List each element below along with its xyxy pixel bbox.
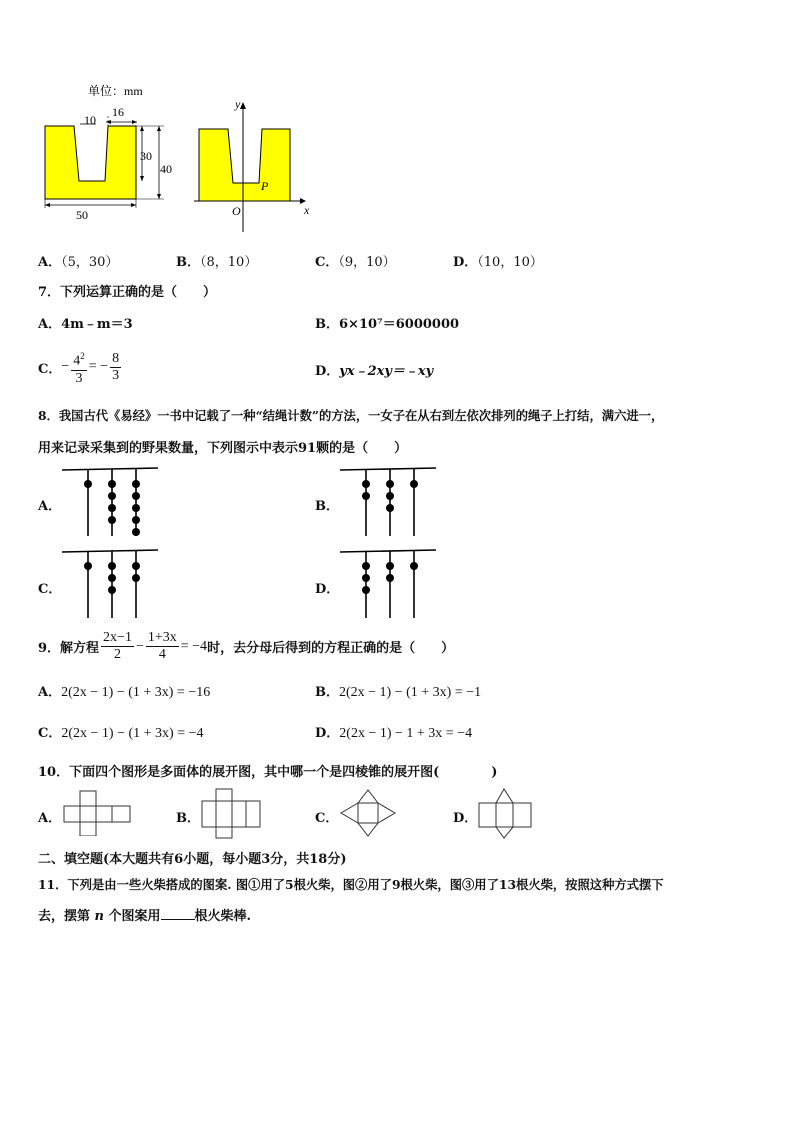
option-letter: D．: [315, 364, 340, 379]
q10-option-c-letter: C．: [315, 811, 339, 826]
denominator: 2: [114, 647, 121, 662]
option-text: 6×10⁷＝6000000: [339, 317, 460, 332]
stem-suffix: 时，去分母后得到的方程正确的是（ ）: [207, 641, 455, 656]
rope-knot: [386, 504, 394, 512]
q8-stem-line2: 用来记录采集到的野果数量，下列图示中表示91颗的是（ ）: [38, 441, 408, 456]
q11-line2: [38, 905, 251, 924]
q10-option-a-net: [62, 790, 134, 836]
q8-option-d-figure: [338, 546, 438, 626]
fraction-left: [71, 348, 87, 387]
option-text: 2(2x − 1) − (1 + 3x) = −1: [339, 685, 482, 700]
q11-line1: 11．下列是由一些火柴搭成的图案. 图①用了5根火柴，图②用了9根火柴，图③用了13根火柴，按照这种方式摆下: [38, 877, 664, 892]
rope-knot: [362, 480, 370, 488]
q9-option-d: [315, 722, 472, 742]
rope-knot: [410, 480, 418, 488]
minus-sign: −: [135, 638, 144, 654]
rope-knot: [108, 480, 116, 488]
rope-knot: [386, 574, 394, 582]
q6-option-a: [38, 251, 118, 270]
q6-figure: [36, 80, 326, 240]
q9-stem: [38, 630, 454, 663]
q8-option-b-letter: B．: [315, 499, 339, 514]
q7-option-d: [315, 360, 433, 379]
dim-outer-height: 40: [160, 162, 172, 176]
rope-top-bar: [340, 550, 436, 552]
rope-knot: [132, 504, 140, 512]
option-text: （9，10）: [338, 255, 396, 270]
answer-blank[interactable]: [161, 907, 195, 920]
q9-option-c: [38, 722, 204, 742]
rope-knot: [132, 574, 140, 582]
numerator: 1+3x: [147, 630, 177, 645]
q6-option-d: [453, 251, 543, 270]
right-shape: [199, 129, 290, 201]
option-letter: A．: [38, 685, 62, 700]
rope-top-bar: [340, 468, 436, 470]
line2-suffix: 根火柴棒.: [194, 909, 252, 924]
origin-label: O: [232, 204, 241, 218]
rope-knot: [108, 492, 116, 500]
q7-option-a: [38, 313, 133, 332]
option-letter: B．: [176, 255, 200, 270]
q10-option-b-net: [200, 787, 264, 839]
option-letter: D．: [315, 726, 340, 741]
option-letter: C．: [38, 361, 62, 377]
variable-n: n: [94, 909, 104, 924]
q7-stem: 7．下列运算正确的是（ ）: [38, 285, 217, 300]
rope-knot: [132, 480, 140, 488]
option-letter: B．: [315, 685, 339, 700]
fraction-2: [146, 630, 179, 663]
fraction-right: [110, 351, 121, 384]
q8-stem-line1: 8．我国古代《易经》一书中记载了一种“结绳计数”的方法，一女子在从右到左依次排列的绳子上打结，满六进一，: [38, 408, 664, 423]
q10-option-b-letter: B．: [176, 811, 200, 826]
rope-knot: [362, 492, 370, 500]
rope-knot: [84, 480, 92, 488]
stem-prefix: 9．解方程: [38, 641, 100, 656]
rope-knot: [132, 562, 140, 570]
option-letter: A．: [38, 317, 62, 332]
numerator-base: 4: [73, 353, 81, 369]
rope-knot: [410, 562, 418, 570]
rope-knot: [386, 480, 394, 488]
line2-mid: 个图案用: [108, 909, 161, 924]
line2-prefix: 去，摆第: [38, 909, 91, 924]
denominator: 3: [75, 370, 83, 386]
point-p-label: P: [261, 179, 269, 193]
section-2-title: 二、填空题(本大题共有6小题，每小题3分，共18分): [38, 852, 347, 867]
q6-option-b: [176, 251, 257, 270]
q9-option-b: [315, 681, 481, 701]
option-text: （8，10）: [200, 255, 258, 270]
rhs: = −4: [180, 638, 208, 654]
rope-top-bar: [62, 468, 158, 470]
dim-top-narrow: 10: [84, 113, 96, 127]
q10-stem: 10．下面四个图形是多面体的展开图，其中哪一个是四棱锥的展开图( ): [38, 765, 498, 780]
denominator: 3: [112, 367, 120, 383]
numerator: 2x−1: [103, 630, 132, 645]
q8-option-c-figure: [60, 546, 160, 626]
rope-knot: [108, 586, 116, 594]
rope-knot: [108, 574, 116, 582]
option-text: 4m﹣m＝3: [61, 317, 133, 332]
option-text: yx﹣2xy＝﹣xy: [339, 364, 434, 379]
q8-option-d-letter: D．: [315, 582, 340, 597]
option-letter: C．: [38, 726, 62, 741]
rope-knot: [132, 516, 140, 524]
option-text: （10，10）: [477, 255, 543, 270]
q9-option-a: [38, 681, 210, 701]
q8-option-c-letter: C．: [38, 582, 62, 597]
q10-option-d-letter: D．: [453, 811, 478, 826]
rope-knot: [108, 516, 116, 524]
option-letter: B．: [315, 317, 339, 332]
option-letter: D．: [453, 255, 478, 270]
rope-knot: [132, 492, 140, 500]
q10-option-d-net: [477, 787, 535, 839]
rope-knot: [362, 586, 370, 594]
q7-option-c: [38, 348, 123, 387]
axis-y-label: y: [235, 97, 241, 111]
dim-inner-height: 30: [140, 149, 152, 163]
option-letter: C．: [315, 255, 339, 270]
numerator: 8: [112, 350, 120, 366]
denominator: 4: [158, 647, 166, 662]
equals-minus: = −: [88, 359, 109, 375]
rope-knot: [362, 574, 370, 582]
dim-width: 50: [76, 208, 88, 222]
q10-option-c-net: [339, 788, 397, 838]
option-text: 2(2x − 1) − (1 + 3x) = −4: [61, 726, 204, 741]
axis-x-label: x: [304, 203, 310, 217]
dim-top-wide: 16: [112, 105, 124, 119]
rope-knot: [362, 562, 370, 570]
option-text: 2(2x − 1) − 1 + 3x = −4: [339, 726, 473, 741]
rope-top-bar: [62, 550, 158, 552]
q8-option-a-figure: [60, 464, 160, 544]
option-letter: A．: [38, 255, 62, 270]
left-shape: [45, 126, 136, 199]
rope-knot: [84, 562, 92, 570]
rope-knot: [386, 562, 394, 570]
minus-sign: −: [61, 359, 70, 375]
q8-option-a-letter: A．: [38, 499, 62, 514]
option-text: （5，30）: [61, 255, 119, 270]
fraction-1: [101, 630, 134, 663]
unit-label: 单位：mm: [88, 84, 143, 98]
q10-option-a-letter: A．: [38, 811, 62, 826]
rope-knot: [108, 562, 116, 570]
numerator-exponent: 2: [80, 351, 85, 361]
q8-option-b-figure: [338, 464, 438, 544]
q6-option-c: [315, 251, 396, 270]
option-text: 2(2x − 1) − (1 + 3x) = −16: [61, 685, 211, 700]
q7-option-b: [315, 313, 459, 332]
rope-knot: [132, 528, 140, 536]
rope-knot: [386, 492, 394, 500]
rope-knot: [108, 504, 116, 512]
